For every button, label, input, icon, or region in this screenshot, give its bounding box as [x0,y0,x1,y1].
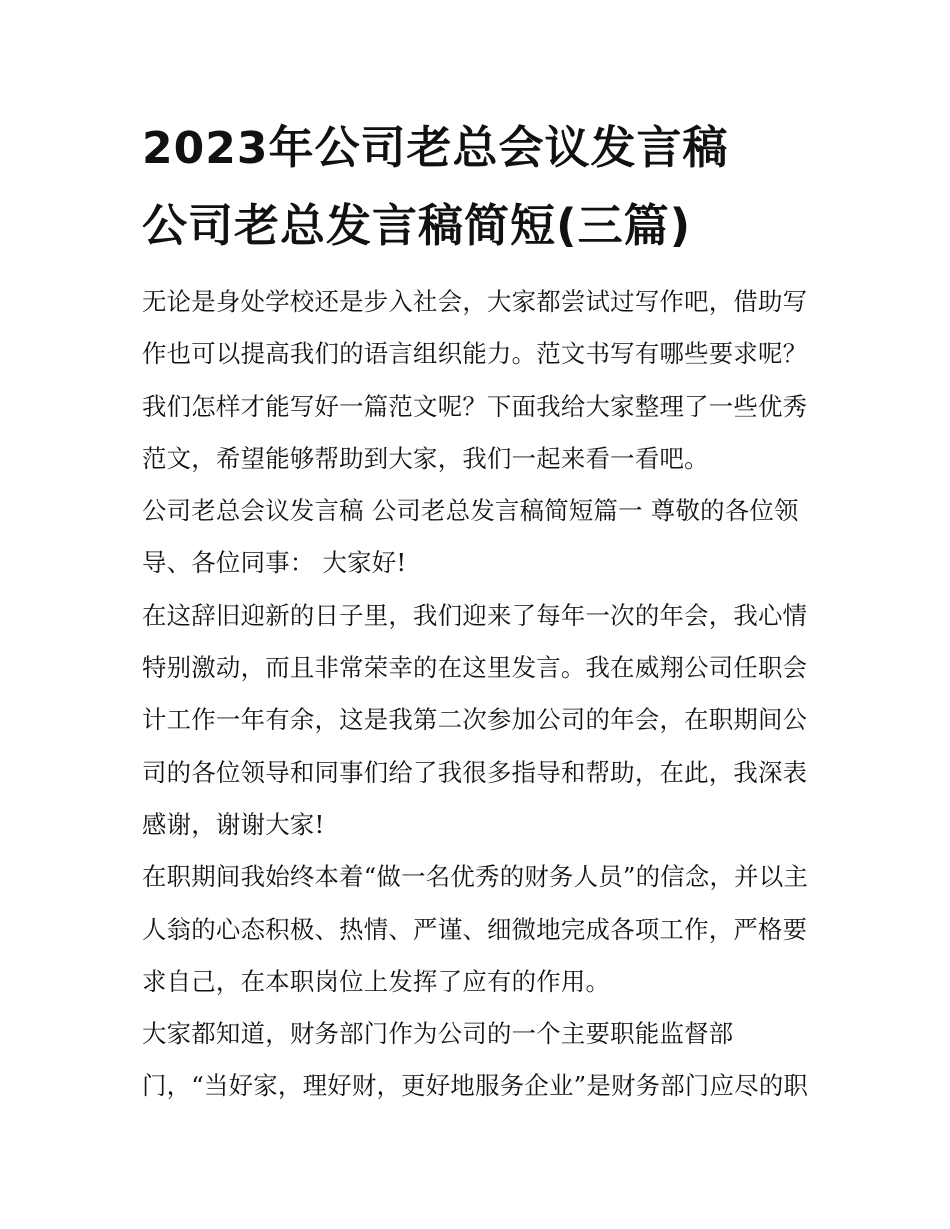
body-line: 求自己，在本职岗位上发挥了应有的作用。 [142,966,611,996]
body-line: 门，“当好家，理好财，更好地服务企业”是财务部门应尽的职 [142,1071,809,1101]
title-text-1: 年公司老总会议发言稿 [268,121,729,174]
body-line: 作也可以提高我们的语言组织能力。范文书写有哪些要求呢？ [142,339,808,369]
body-line: 人翁的心态积极、热情、严谨、细微地完成各项工作，严格要 [142,914,808,944]
body-line: 无论是身处学校还是步入社会，大家都尝试过写作吧，借助写 [142,287,808,316]
body-line: 大家都知道，财务部门作为公司的一个主要职能监督部 [142,1019,734,1049]
body-line: 在职期间我始终本着“做一名优秀的财务人员”的信念，并以主 [142,862,809,892]
title-paren: (三篇) [556,199,692,252]
title-year: 2023 [142,123,269,174]
body-line: 感谢，谢谢大家! [142,809,325,839]
body-line: 计工作一年有余，这是我第二次参加公司的年会，在职期间公 [142,705,808,735]
body-line: 在这辞旧迎新的日子里，我们迎来了每年一次的年会，我心情 [142,600,808,630]
body-line: 公司老总会议发言稿 公司老总发言稿简短篇一 尊敬的各位领 [142,496,799,526]
body-line: 司的各位领导和同事们给了我很多指导和帮助，在此，我深表 [142,757,808,787]
body-line: 导、各位同事： 大家好! [142,548,407,578]
body-line: 我们怎样才能写好一篇范文呢？下面我给大家整理了一些优秀 [142,391,808,421]
title-text-2: 公司老总发言稿简短 [142,199,557,252]
document-title-line-1 [142,120,728,177]
document-body [142,276,822,1113]
body-line: 特别激动，而且非常荣幸的在这里发言。我在威翔公司任职会 [142,653,808,683]
document-title-line-2 [142,198,691,254]
body-line: 范文，希望能够帮助到大家，我们一起来看一看吧。 [142,443,709,473]
